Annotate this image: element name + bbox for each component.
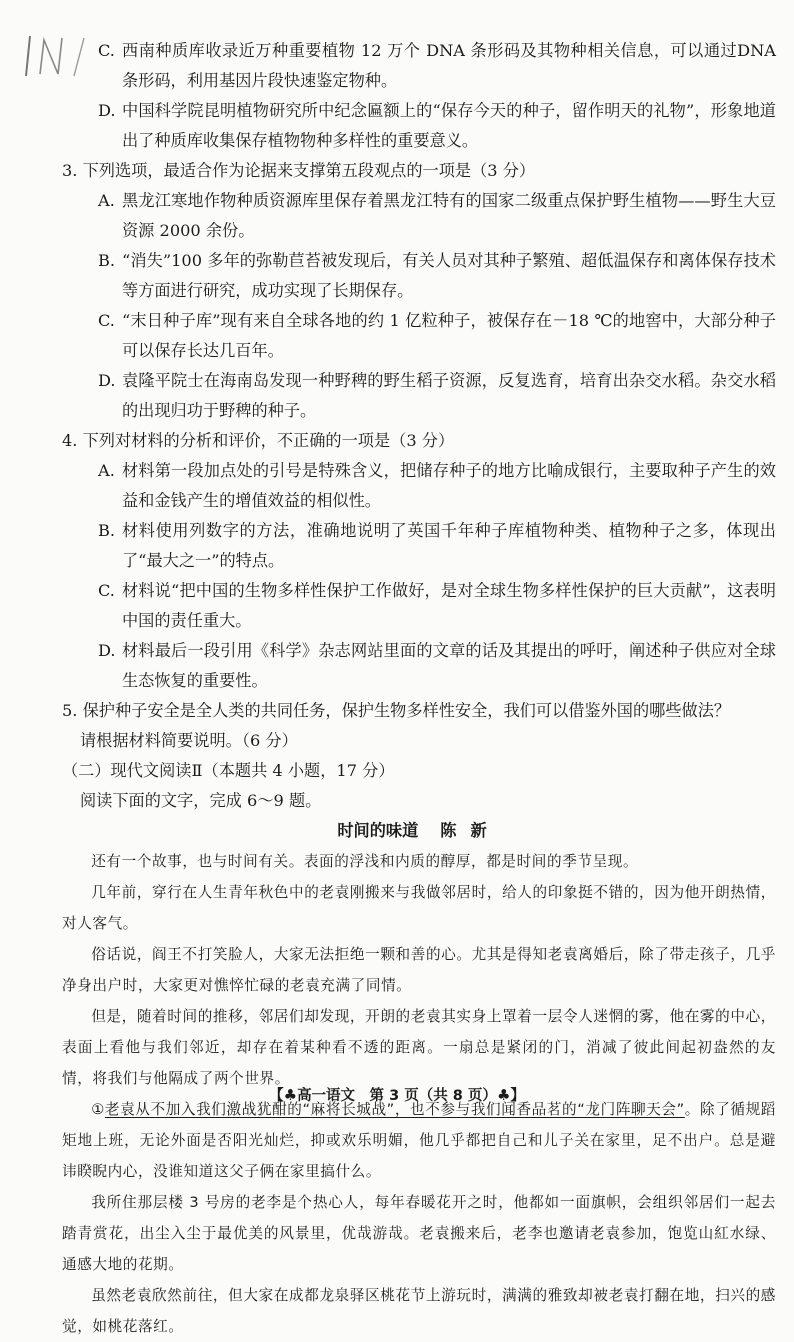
option-label: A. xyxy=(98,461,115,480)
option-label: D. xyxy=(98,641,116,660)
footer-text: 高一语文 第 3 页（共 8 页） xyxy=(297,1088,497,1104)
q3-option-a xyxy=(62,186,776,246)
q2-option-d xyxy=(62,96,776,156)
q3-option-b xyxy=(62,246,776,306)
option-label: C. xyxy=(98,311,115,330)
option-text: 材料使用列数字的方法，准确地说明了英国千年种子库植物种类、植物种子之多，体现出了“最大之一”的特点。 xyxy=(122,521,776,570)
passage-paragraph-2: 几年前，穿行在人生青年秋色中的老袁刚搬来与我做邻居时，给人的印象挺不错的，因为他开朗热情，对人客气。 xyxy=(62,884,776,932)
paragraph-5-rest: 。除了循规蹈矩地上班，无论外面是否阳光灿烂，抑或欢乐明媚，他几乎都把自己和儿子关在家里，足不出户。总是避讳睽睨内心，没谁知道这父子俩在家里搞什么。 xyxy=(62,1101,777,1180)
passage-paragraph-5 xyxy=(62,1094,776,1187)
q5-stem-line1: 5. 保护种子安全是全人类的共同任务，保护生物多样性安全，我们可以借鉴外国的哪些做法？ xyxy=(62,701,731,720)
passage-paragraph-1: 还有一个故事，也与时间有关。表面的浮浅和内质的醇厚，都是时间的季节呈现。 xyxy=(91,853,639,870)
sentence-marker: ① xyxy=(91,1101,105,1118)
section-instruction: 阅读下面的文字，完成 6～9 题。 xyxy=(80,791,322,810)
club-icon: ♣ xyxy=(496,1086,511,1104)
q5-stem xyxy=(62,696,776,756)
passage-paragraph-3: 俗话说，阎王不打笑脸人，大家无法拒绝一颗和善的心。尤其是得知老袁离婚后，除了带走孩子，几乎净身出户时，大家更对憔悴忙碌的老袁充满了同情。 xyxy=(62,946,776,994)
q4-option-b xyxy=(62,516,776,576)
q4-stem: 4. 下列对材料的分析和评价，不正确的一项是（3 分） xyxy=(62,431,455,450)
option-label: C. xyxy=(98,41,115,60)
q4-option-a xyxy=(62,456,776,516)
option-label: C. xyxy=(98,581,115,600)
q5-stem-line2: 请根据材料简要说明。（6 分） xyxy=(80,731,298,750)
option-label: D. xyxy=(98,371,116,390)
option-text: “消失”100 多年的弥勒苣苔被发现后，有关人员对其种子繁殖、超低温保存和离体保存技术等方面进行研究，成功实现了长期保存。 xyxy=(122,251,776,300)
section-heading: （二）现代文阅读Ⅱ（本题共 4 小题，17 分） xyxy=(62,761,395,780)
page-footer: 【♣高一语文 第 3 页（共 8 页）♣】 xyxy=(269,1086,525,1104)
q3-option-c xyxy=(62,306,776,366)
q4-option-c xyxy=(62,576,776,636)
option-text: 材料第一段加点处的引号是特殊含义，把储存种子的地方比喻成银行，主要取种子产生的效益和金钱产生的增值效益的相似性。 xyxy=(122,461,776,510)
option-text: “末日种子库”现有来自全球各地的约 1 亿粒种子，被保存在－18 ℃的地窖中，大部分种子可以保存长达几百年。 xyxy=(122,311,776,360)
passage-paragraph-7: 虽然老袁欣然前往，但大家在成都龙泉驿区桃花节上游玩时，满满的雅致却被老袁打翻在地，扫兴的感觉，如桃花落红。 xyxy=(62,1287,776,1335)
option-label: A. xyxy=(98,191,115,210)
q3-option-d xyxy=(62,366,776,426)
option-text: 袁隆平院士在海南岛发现一种野稗的野生稻子资源，反复选育，培育出杂交水稻。杂交水稻的出现归功于野稗的种子。 xyxy=(122,371,776,420)
option-label: B. xyxy=(98,251,116,270)
question-content xyxy=(62,36,776,1342)
q4-option-d xyxy=(62,636,776,696)
option-text: 中国科学院昆明植物研究所中纪念匾额上的“保存今天的种子，留作明天的礼物”，形象地道出了种质库收集保存植物物种多样性的重要意义。 xyxy=(122,101,776,150)
passage-author: 陈新 xyxy=(440,821,501,840)
passage-title-text: 时间的味道 xyxy=(337,821,419,840)
option-text: 黑龙江寒地作物种质资源库里保存着黑龙江特有的国家二级重点保护野生植物——野生大豆资源 2000 余份。 xyxy=(122,191,776,240)
passage-paragraph-4: 但是，随着时间的推移，邻居们却发现，开朗的老袁其实身上罩着一层令人迷惘的雾，他在雾的中心，表面上看他与我们邻近，却存在着某种看不透的距离。一扇总是紧闭的门，消减了彼此间起初盎然的友情，将我们与他隔成了两个世界。 xyxy=(62,1008,776,1087)
option-text: 材料说“把中国的生物多样性保护工作做好，是对全球生物多样性保护的巨大贡献”，这表明中国的责任重大。 xyxy=(122,581,776,630)
passage-title xyxy=(62,816,776,846)
underlined-sentence: 老袁从不加入我们激战犹酣的“麻将长城战”，也不参与我们闻香品茗的“龙门阵聊天会” xyxy=(104,1101,685,1118)
option-text: 材料最后一段引用《科学》杂志网站里面的文章的话及其提出的呼吁，阐述种子供应对全球生态恢复的重要性。 xyxy=(122,641,776,690)
passage-paragraph-6: 我所住那层楼 3 号房的老李是个热心人，每年春暖花开之时，他都如一面旗帜，会组织邻居们一起去踏青赏花，出尘入尘于最优美的风景里，优哉游哉。老袁搬来后，老李也邀请老袁参加，饱览山紅水绿、通感大地的花期。 xyxy=(62,1194,776,1273)
q2-option-c xyxy=(62,36,776,96)
club-icon: ♣ xyxy=(283,1086,298,1104)
option-label: D. xyxy=(98,101,116,120)
option-text: 西南种质库收录近万种重要植物 12 万个 DNA 条形码及其物种相关信息，可以通过DNA 条形码，利用基因片段快速鉴定物种。 xyxy=(122,41,776,90)
option-label: B. xyxy=(98,521,116,540)
q3-stem: 3. 下列选项，最适合作为论据来支撑第五段观点的一项是（3 分） xyxy=(62,161,536,180)
